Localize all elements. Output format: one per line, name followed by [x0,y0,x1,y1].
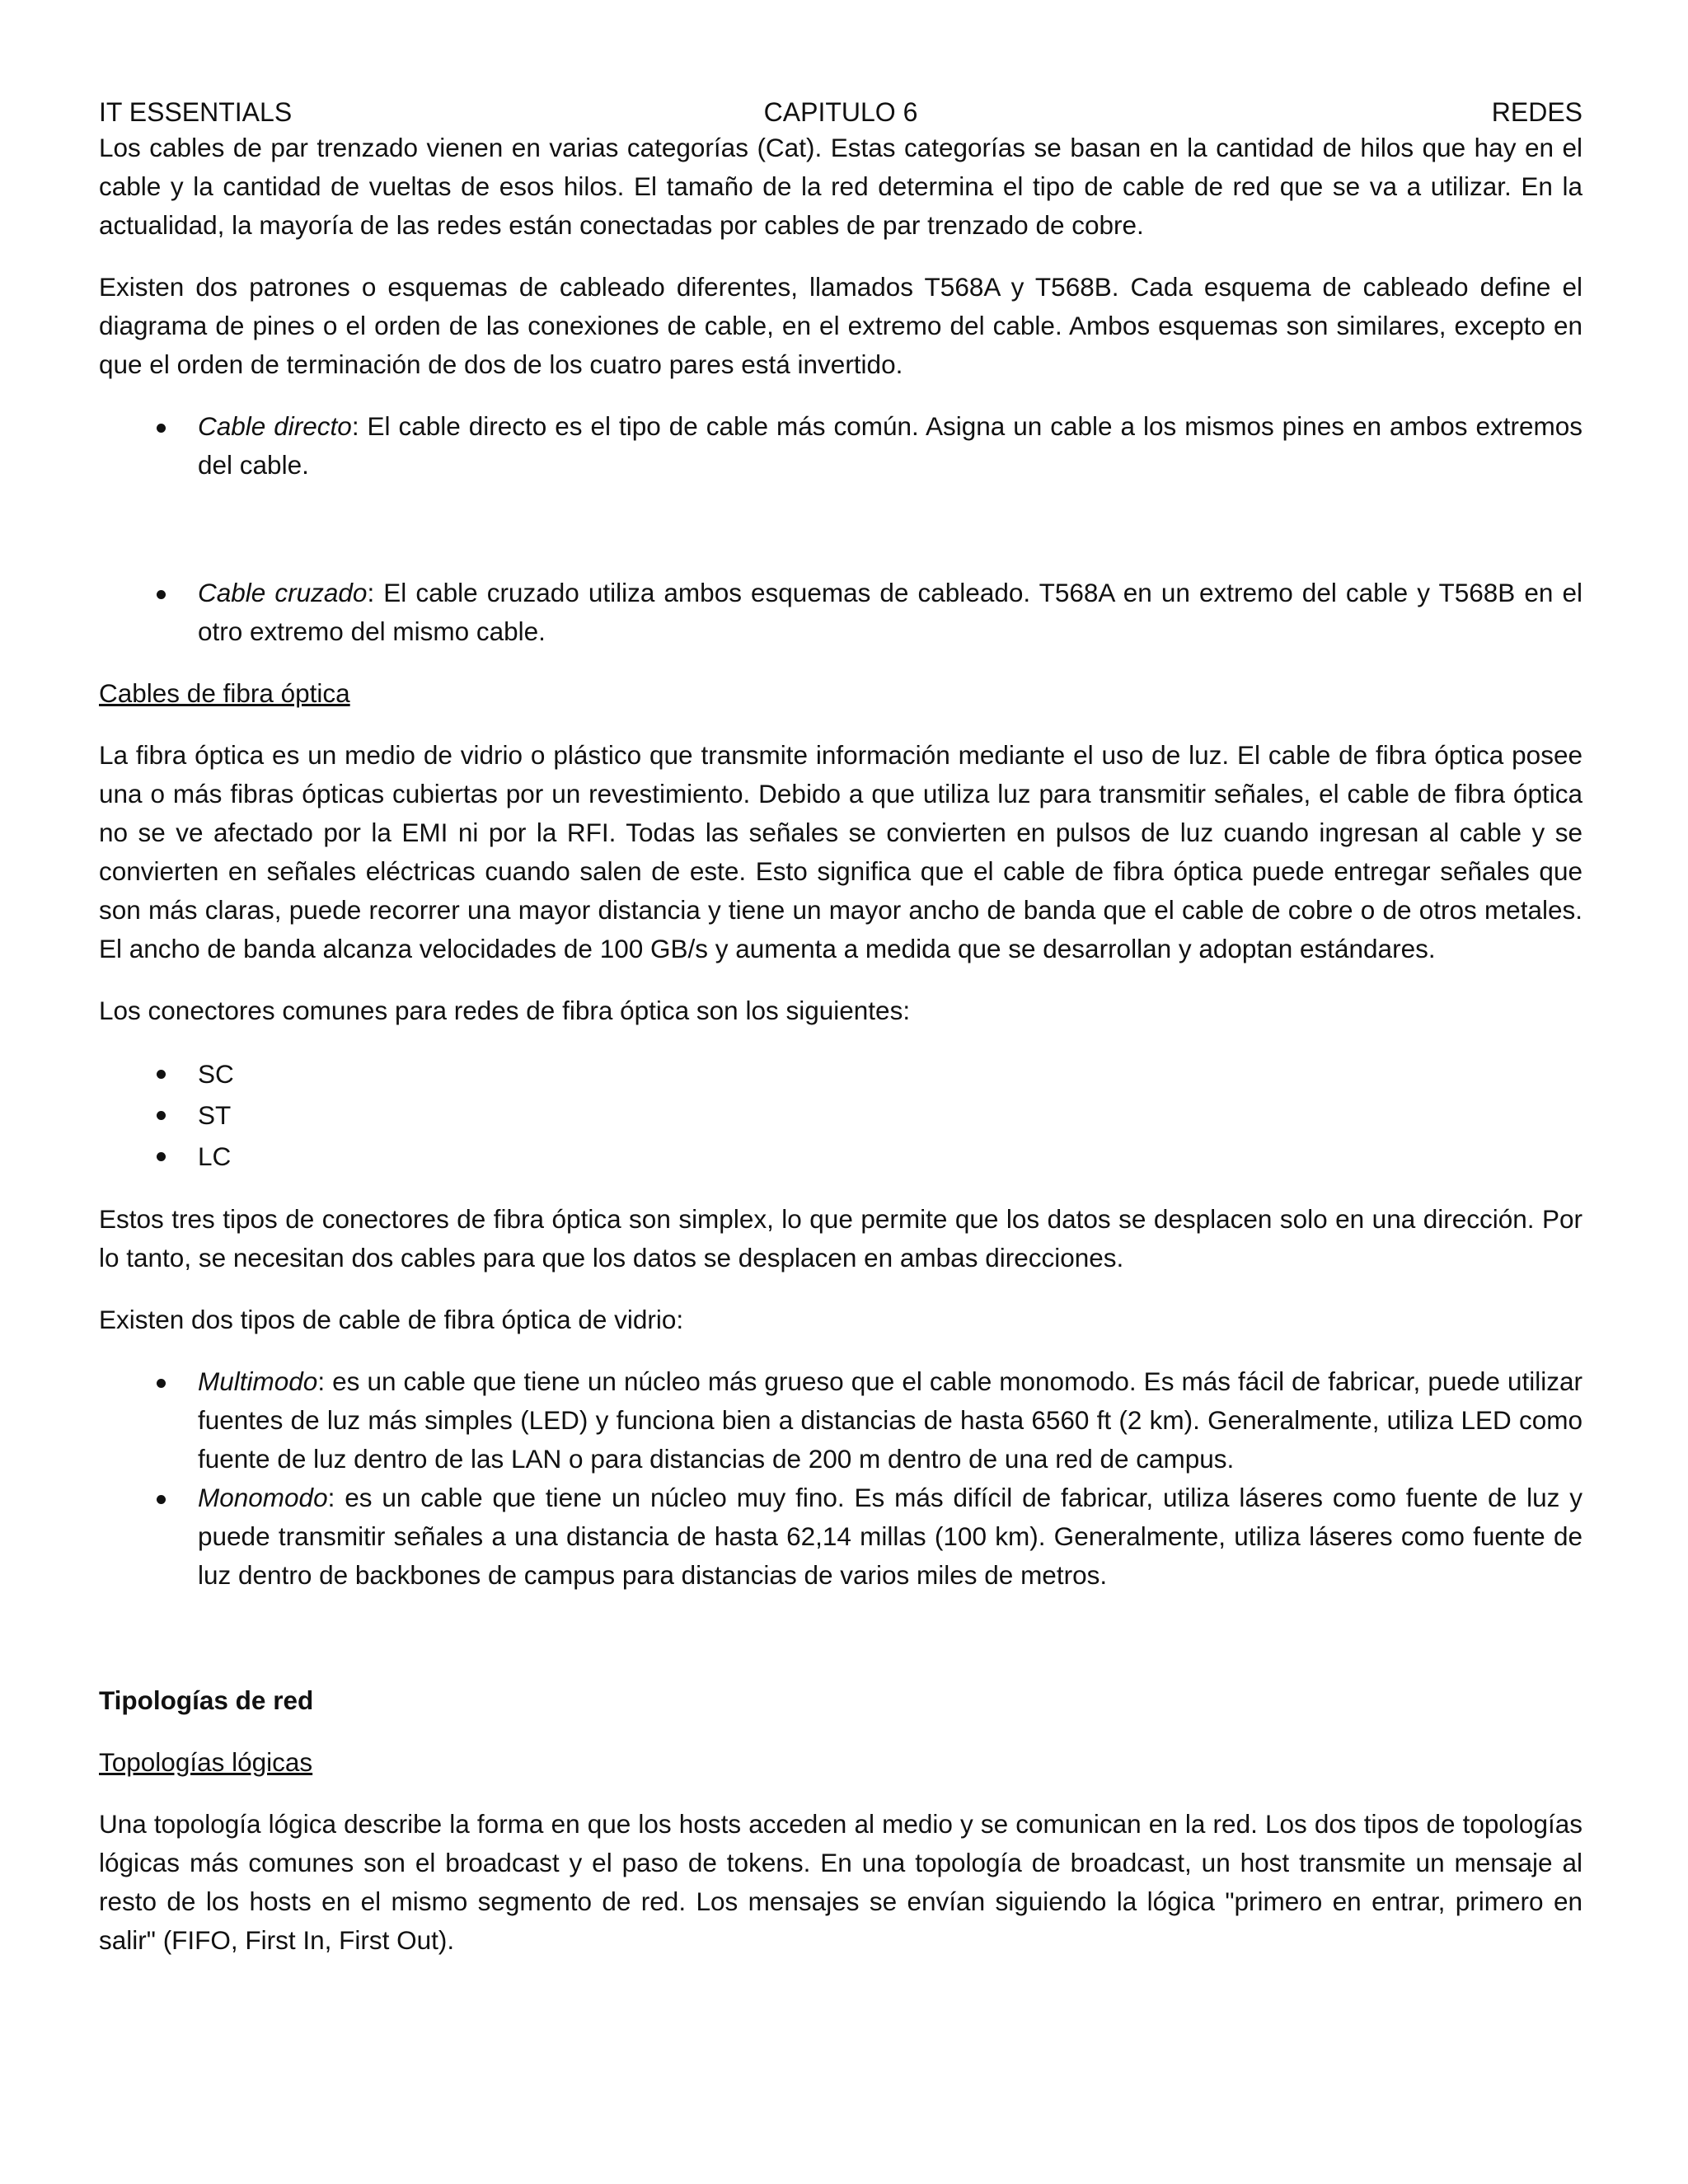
section-heading-fiber: Cables de fibra óptica [99,678,350,708]
bullet-icon [157,590,166,599]
connector-sc: SC [198,1059,234,1089]
bullet-icon [157,1495,166,1504]
term-crossover-cable: Cable cruzado [198,578,368,607]
fiber-types-list [99,1362,1582,1595]
paragraph-twisted-pair: Los cables de par trenzado vienen en varias categorías (Cat). Estas categorías se basan en la cantidad de hilos que hay en el cable y la cantidad de vueltas de esos hilos. El tamaño de la red determina el tipo de cable de red que se va a utilizar. En la actualidad, la mayoría de las redes están conectadas por cables de par trenzado de cobre. [99,133,1582,240]
list-item-singlemode [99,1479,1582,1595]
document-page [99,96,1582,1960]
bullet-icon [157,1111,166,1120]
connector-lc: LC [198,1141,232,1171]
paragraph-simplex: Estos tres tipos de conectores de fibra óptica son simplex, lo que permite que los datos se desplacen solo en una dirección. Por lo tanto, se necesitan dos cables para que los datos se desplacen en ambas direcciones. [99,1204,1582,1272]
paragraph-connectors-intro: Los conectores comunes para redes de fibra óptica son los siguientes: [99,996,911,1025]
desc-singlemode: : es un cable que tiene un núcleo muy fino. Es más difícil de fabricar, utiliza láseres como fuente de luz y puede transmitir señales a una distancia de hasta 62,14 millas (100 km). Generalmente, utiliza láseres como fuente de luz dentro de backbones de campus para distancias de varios miles de metros. [198,1483,1582,1590]
cable-types-list [99,407,1582,651]
connector-st: ST [198,1100,232,1130]
paragraph-logical-topology: Una topología lógica describe la forma en que los hosts acceden al medio y se comunican en la red. Los dos tipos de topologías lógicas más comunes son el broadcast y el paso de tokens. En una topología de broadcast, un host transmite un mensaje al resto de los hosts en el mismo segmento de red. Los mensajes se envían siguiendo la lógica "primero en entrar, primero en salir" (FIFO, First In, First Out). [99,1809,1582,1955]
page-header [99,96,1582,129]
desc-crossover-cable: : El cable cruzado utiliza ambos esquemas de cableado. T568A en un extremo del cable y T568B en el otro extremo del mismo cable. [198,578,1582,646]
term-multimode: Multimodo [198,1366,318,1396]
list-item-straight-cable [99,407,1582,485]
subheading-logical-topologies: Topologías lógicas [99,1747,313,1777]
term-straight-cable: Cable directo [198,411,352,441]
section-heading-topologies: Tipologías de red [99,1685,314,1715]
bullet-icon [157,1379,166,1388]
header-right: REDES [1491,97,1582,127]
list-item-multimode [99,1362,1582,1479]
desc-multimode: : es un cable que tiene un núcleo más grueso que el cable monomodo. Es más fácil de fabricar, puede utilizar fuentes de luz más simples (LED) y funciona bien a distancias de hasta 6560 ft (2 km). Generalmente, utiliza LED como fuente de luz dentro de las LAN o para distancias de 200 m dentro de una red de campus. [198,1366,1582,1474]
paragraph-glass-fiber-intro: Existen dos tipos de cable de fibra óptica de vidrio: [99,1305,684,1334]
header-left: IT ESSENTIALS [99,97,293,127]
desc-straight-cable: : El cable directo es el tipo de cable más común. Asigna un cable a los mismos pines en ambos extremos del cable. [198,411,1582,480]
list-item-crossover-cable [99,574,1582,651]
bullet-icon [157,424,166,433]
paragraph-fiber-optics: La fibra óptica es un medio de vidrio o plástico que transmite información mediante el uso de luz. El cable de fibra óptica posee una o más fibras ópticas cubiertas por un revestimiento. Debido a que utiliza luz para transmitir señales, el cable de fibra óptica no se ve afectado por la EMI ni por la RFI. Todas las señales se convierten en pulsos de luz cuando ingresan al cable y se convierten en señales eléctricas cuando salen de este. Esto significa que el cable de fibra óptica puede entregar señales que son más claras, puede recorrer una mayor distancia y tiene un mayor ancho de banda que el cable de cobre o de otros metales. El ancho de banda alcanza velocidades de 100 GB/s y aumenta a medida que se desarrollan y adoptan estándares. [99,740,1582,963]
list-item-connector-st [99,1094,1582,1136]
header-center: CAPITULO 6 [763,97,918,127]
connectors-list [99,1053,1582,1177]
list-item-connector-lc [99,1136,1582,1177]
list-item-connector-sc [99,1053,1582,1094]
term-singlemode: Monomodo [198,1483,328,1512]
bullet-icon [157,1152,166,1161]
bullet-icon [157,1070,166,1079]
paragraph-wiring-schemes: Existen dos patrones o esquemas de cableado diferentes, llamados T568A y T568B. Cada esquema de cableado define el diagrama de pines o el orden de las conexiones de cable, en el extremo del cable. Ambos esquemas son similares, excepto en que el orden de terminación de dos de los cuatro pares está invertido. [99,272,1582,379]
